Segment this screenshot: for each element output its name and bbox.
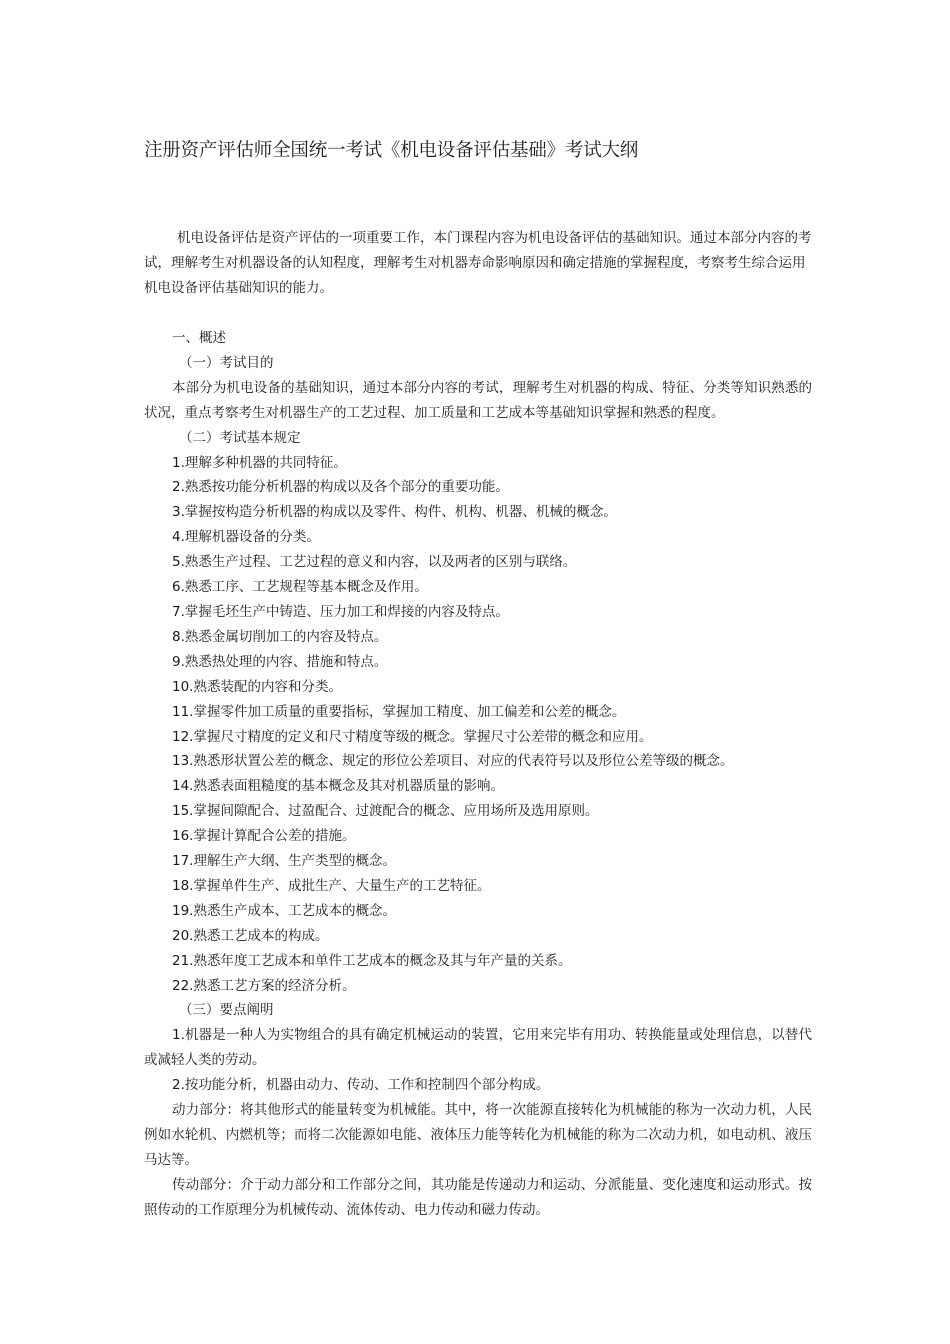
list-item: 12.掌握尺寸精度的定义和尺寸精度等级的概念。掌握尺寸公差带的概念和应用。: [172, 728, 653, 745]
list-item: 7.掌握毛坯生产中铸造、压力加工和焊接的内容及特点。: [172, 603, 509, 620]
list-item: 18.掌握单件生产、成批生产、大量生产的工艺特征。: [172, 877, 491, 894]
intro-paragraph: 机电设备评估是资产评估的一项重要工作，本门课程内容为机电设备评估的基础知识。通过本部分内容的考试，理解考生对机器设备的认知程度，理解考生对机器寿命影响原因和确定措施的掌握程度，考察考生综合运用机电设备评估基础知识的能力。: [144, 230, 812, 296]
rules-list: [144, 451, 812, 999]
list-item: 21.熟悉年度工艺成本和单件工艺成本的概念及其与年产量的关系。: [172, 952, 572, 969]
subsection-heading-key-points: （三）要点阐明: [179, 1002, 274, 1019]
key-point-paragraph: 1.机器是一种人为实物组合的具有确定机械运动的装置，它用来完毕有用功、转换能量或处理信息，以替代或减轻人类的劳动。: [144, 1027, 812, 1069]
list-item: 1.理解多种机器的共同特征。: [172, 454, 347, 471]
subsection-heading-rules: （二）考试基本规定: [179, 429, 301, 446]
list-item: 16.掌握计算配合公差的措施。: [172, 828, 356, 845]
list-item: 20.熟悉工艺成本的构成。: [172, 927, 329, 944]
key-point-paragraph: 2.按功能分析，机器由动力、传动、工作和控制四个部分构成。: [172, 1077, 550, 1094]
key-point-paragraph: 传动部分：介于动力部分和工作部分之间，其功能是传递动力和运动、分派能量、变化速度和运动形式。按照传动的工作原理分为机械传动、流体传动、电力传动和磁力传动。: [144, 1176, 812, 1218]
list-item: 10.熟悉装配的内容和分类。: [172, 678, 342, 695]
list-item: 4.理解机器设备的分类。: [172, 529, 320, 546]
list-item: 3.掌握按构造分析机器的构成以及零件、构件、机构、机器、机械的概念。: [172, 504, 617, 521]
list-item: 6.熟悉工序、工艺规程等基本概念及作用。: [172, 579, 428, 596]
subsection-heading-purpose: （一）考试目的: [179, 354, 274, 371]
list-item: 9.熟悉热处理的内容、措施和特点。: [172, 653, 388, 670]
list-item: 22.熟悉工艺方案的经济分析。: [172, 977, 356, 994]
section-heading: 一、概述: [172, 330, 226, 346]
list-item: 17.理解生产大纲、生产类型的概念。: [172, 853, 396, 870]
document-body: [144, 326, 812, 1223]
list-item: 19.熟悉生产成本、工艺成本的概念。: [172, 902, 396, 919]
list-item: 13.熟悉形状置公差的概念、规定的形位公差项目、对应的代表符号以及形位公差等级的概念。: [172, 753, 734, 770]
list-item: 8.熟悉金属切削加工的内容及特点。: [172, 628, 388, 645]
list-item: 2.熟悉按功能分析机器的构成以及各个部分的重要功能。: [172, 479, 509, 496]
purpose-paragraph: 本部分为机电设备的基础知识，通过本部分内容的考试，理解考生对机器的构成、特征、分类等知识熟悉的状况，重点考察考生对机器生产的工艺过程、加工质量和工艺成本等基础知识掌握和熟悉的程度。: [144, 379, 812, 421]
list-item: 15.掌握间隙配合、过盈配合、过渡配合的概念、应用场所及选用原则。: [172, 803, 599, 820]
key-point-paragraph: 动力部分：将其他形式的能量转变为机械能。其中，将一次能源直接转化为机械能的称为一次动力机，人民例如水轮机、内燃机等；而将二次能源如电能、液体压力能等转化为机械能的称为二次动力机，如电动机、液压马达等。: [144, 1102, 812, 1168]
list-item: 11.掌握零件加工质量的重要指标，掌握加工精度、加工偏差和公差的概念。: [172, 703, 626, 720]
document-title: 注册资产评估师全国统一考试《机电设备评估基础》考试大纲: [144, 140, 639, 161]
list-item: 14.熟悉表面粗糙度的基本概念及其对机器质量的影响。: [172, 778, 504, 795]
list-item: 5.熟悉生产过程、工艺过程的意义和内容，以及两者的区别与联络。: [172, 554, 577, 571]
